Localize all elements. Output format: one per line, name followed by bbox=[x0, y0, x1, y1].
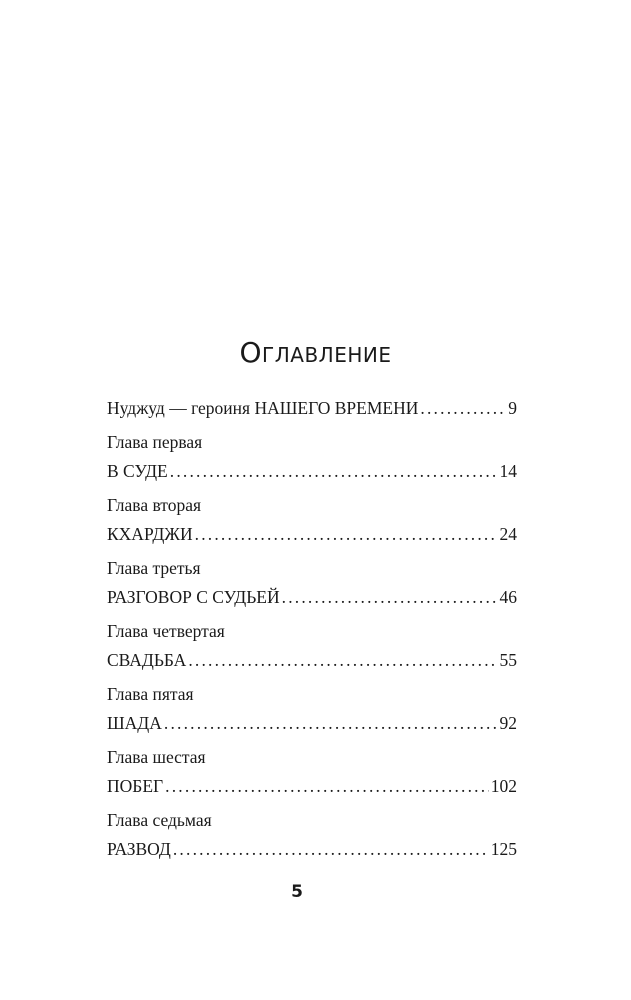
entry-page: 9 bbox=[508, 398, 517, 418]
entry-title: ПОБЕГ bbox=[107, 776, 164, 796]
chapter-label-text: Глава третья bbox=[107, 558, 201, 578]
entry-page: 46 bbox=[499, 587, 517, 607]
entry-title: РАЗВОД bbox=[107, 839, 171, 859]
page-title: Оглавление bbox=[239, 336, 392, 369]
dot-leader bbox=[188, 646, 497, 675]
page-number: 5 bbox=[291, 882, 303, 902]
toc-entry[interactable] bbox=[107, 772, 517, 801]
chapter-label bbox=[107, 806, 517, 835]
toc-chapter bbox=[107, 554, 517, 612]
entry-title: В СУДЕ bbox=[107, 461, 168, 481]
chapter-label bbox=[107, 554, 517, 583]
entry-page: 55 bbox=[499, 650, 517, 670]
chapter-label bbox=[107, 428, 517, 457]
toc-entry[interactable] bbox=[107, 835, 517, 864]
dot-leader bbox=[173, 835, 489, 864]
entry-page: 92 bbox=[499, 713, 517, 733]
entry-page: 125 bbox=[490, 839, 517, 859]
entry-title: КХАРДЖИ bbox=[107, 524, 193, 544]
chapter-label-text: Глава первая bbox=[107, 432, 203, 452]
chapter-label bbox=[107, 743, 517, 772]
entry-page: 14 bbox=[499, 461, 517, 481]
toc-chapter bbox=[107, 806, 517, 864]
entry-title: РАЗГОВОР С СУДЬЕЙ bbox=[107, 587, 280, 607]
toc-chapter bbox=[107, 680, 517, 738]
chapter-label-text: Глава вторая bbox=[107, 495, 202, 515]
entry-title: Нуджуд — героиня НАШЕГО ВРЕМЕНИ bbox=[107, 398, 419, 418]
dot-leader bbox=[164, 709, 498, 738]
entry-page: 102 bbox=[490, 776, 517, 796]
chapter-label-text: Глава четвертая bbox=[107, 621, 225, 641]
entry-title: ШАДА bbox=[107, 713, 162, 733]
chapter-label bbox=[107, 680, 517, 709]
toc-chapter bbox=[107, 617, 517, 675]
toc-entry[interactable] bbox=[107, 646, 517, 675]
dot-leader bbox=[282, 583, 498, 612]
toc-chapter bbox=[107, 428, 517, 486]
chapter-label-text: Глава шестая bbox=[107, 747, 206, 767]
toc-entry-intro[interactable] bbox=[107, 394, 517, 423]
chapter-label bbox=[107, 491, 517, 520]
entry-page: 24 bbox=[499, 524, 517, 544]
chapter-label-text: Глава седьмая bbox=[107, 810, 212, 830]
entry-title: СВАДЬБА bbox=[107, 650, 187, 670]
toc-entry[interactable] bbox=[107, 520, 517, 549]
toc-entry[interactable] bbox=[107, 709, 517, 738]
table-of-contents bbox=[107, 394, 517, 864]
dot-leader bbox=[170, 457, 498, 486]
dot-leader bbox=[420, 394, 506, 423]
toc-entry[interactable] bbox=[107, 583, 517, 612]
chapter-label bbox=[107, 617, 517, 646]
chapter-label-text: Глава пятая bbox=[107, 684, 194, 704]
toc-chapter bbox=[107, 743, 517, 801]
dot-leader bbox=[165, 772, 489, 801]
toc-chapter bbox=[107, 491, 517, 549]
dot-leader bbox=[195, 520, 498, 549]
toc-entry[interactable] bbox=[107, 457, 517, 486]
